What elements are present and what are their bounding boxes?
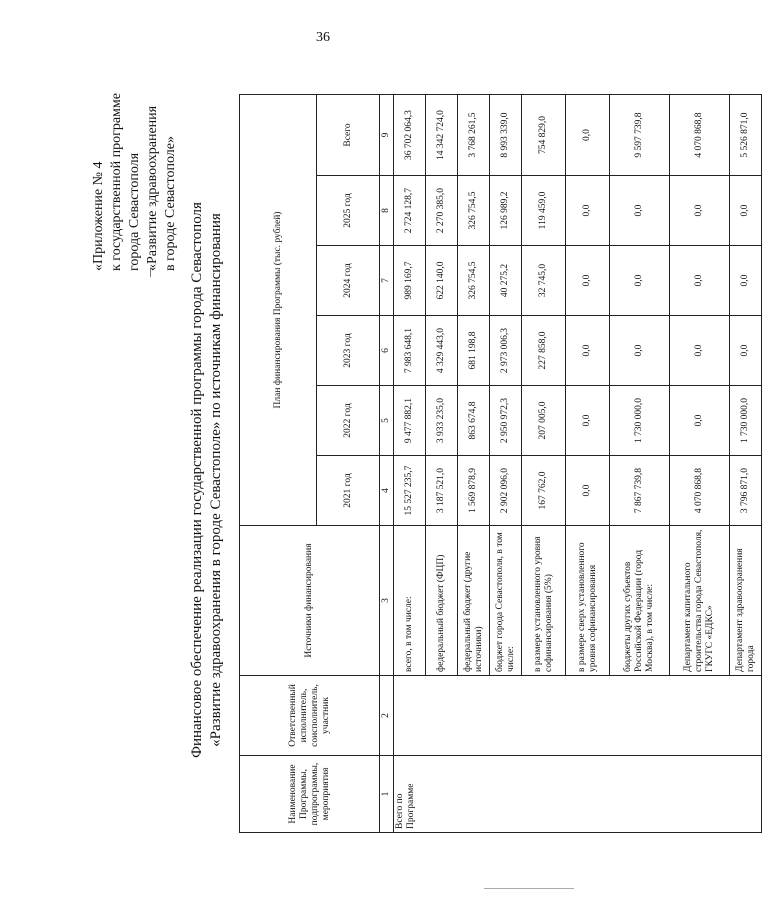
column-number: 6 — [380, 316, 394, 386]
appendix-line: к государственной программе — [109, 93, 124, 271]
value-cell: 9 477 882,1 — [394, 386, 426, 456]
value-cell: 1 730 000,0 — [730, 386, 762, 456]
value-cell: 207 005,0 — [522, 386, 566, 456]
total-cell: 754 829,0 — [522, 94, 566, 175]
value-cell: 0,0 — [566, 386, 610, 456]
column-number: 1 — [380, 756, 394, 833]
value-cell: 0,0 — [610, 176, 670, 246]
header-year: 2025 год — [317, 176, 380, 246]
value-cell: 227 858,0 — [522, 316, 566, 386]
column-number: 9 — [380, 94, 394, 175]
header-responsible: Ответственный исполнитель, соисполнитель, участник — [240, 676, 380, 756]
value-cell: 1 569 878,9 — [458, 456, 490, 526]
value-cell: 3 187 521,0 — [426, 456, 458, 526]
value-cell: 0,0 — [730, 246, 762, 316]
column-number: 4 — [380, 456, 394, 526]
title-line: «Развитие здравоохранения в городе Севастополе» по источникам финансирования — [208, 213, 224, 747]
value-cell: 0,0 — [610, 246, 670, 316]
value-cell: 2 902 096,0 — [490, 456, 522, 526]
source-cell: Департамент здравоохранения города — [730, 526, 762, 676]
source-cell: бюджет города Севастополя, в том числе: — [490, 526, 522, 676]
responsible-cell — [394, 676, 762, 756]
value-cell: 3 933 235,0 — [426, 386, 458, 456]
value-cell: 0,0 — [670, 176, 730, 246]
value-cell: 2 270 385,0 — [426, 176, 458, 246]
source-cell: в размере установленного уровня софинансирования (5%) — [522, 526, 566, 676]
header-year: 2022 год — [317, 386, 380, 456]
program-name: Всего по Программе — [394, 756, 762, 833]
header-name: Наименование Программы, подпрограммы, мероприятия — [240, 756, 380, 833]
rotated-content — [75, 75, 756, 865]
financing-table — [239, 94, 762, 833]
source-cell: бюджеты других субъектов Российской Федерации (город Москва), в том числе: — [610, 526, 670, 676]
total-cell: 36 702 064,3 — [394, 94, 426, 175]
value-cell: 0,0 — [670, 246, 730, 316]
value-cell: 0,0 — [670, 386, 730, 456]
header-source: Источники финансирования — [240, 526, 380, 676]
value-cell: 0,0 — [566, 246, 610, 316]
total-cell: 8 993 339,0 — [490, 94, 522, 175]
column-number: 7 — [380, 246, 394, 316]
value-cell: 119 459,0 — [522, 176, 566, 246]
appendix-line: города Севастополя — [127, 152, 142, 271]
header-year: 2023 год — [317, 316, 380, 386]
header-year: 2024 год — [317, 246, 380, 316]
total-cell: 14 342 724,0 — [426, 94, 458, 175]
source-cell: федеральный бюджет (ФЦП) — [426, 526, 458, 676]
value-cell: 2 950 972,3 — [490, 386, 522, 456]
value-cell: 622 140,0 — [426, 246, 458, 316]
value-cell: 2 973 006,3 — [490, 316, 522, 386]
total-cell: 3 768 261,5 — [458, 94, 490, 175]
value-cell: 1 730 000,0 — [610, 386, 670, 456]
title-line: Финансовое обеспечение реализации государственной программы города Севастополя — [189, 202, 205, 758]
value-cell: 0,0 — [730, 316, 762, 386]
appendix-caption — [90, 71, 180, 271]
value-cell: 863 674,8 — [458, 386, 490, 456]
value-cell: 0,0 — [566, 316, 610, 386]
value-cell: 0,0 — [566, 456, 610, 526]
value-cell: 40 275,2 — [490, 246, 522, 316]
header-year: 2021 год — [317, 456, 380, 526]
header-total: Всего — [317, 94, 380, 175]
source-cell: федеральный бюджет (другие источники) — [458, 526, 490, 676]
value-cell: 0,0 — [610, 316, 670, 386]
source-cell: всего, в том числе: — [394, 526, 426, 676]
column-number: 8 — [380, 176, 394, 246]
appendix-line: в городе Севастополе» — [163, 136, 178, 271]
total-cell: 5 526 871,0 — [730, 94, 762, 175]
value-cell: 989 169,7 — [394, 246, 426, 316]
value-cell: 2 724 128,7 — [394, 176, 426, 246]
value-cell: 167 762,0 — [522, 456, 566, 526]
source-cell: в размере сверх установленного уровня софинансирования — [566, 526, 610, 676]
appendix-line: «Развитие здравоохранения — [145, 105, 160, 271]
value-cell: 0,0 — [566, 176, 610, 246]
value-cell: 4 070 868,8 — [670, 456, 730, 526]
value-cell: 32 745,0 — [522, 246, 566, 316]
value-cell: 681 198,8 — [458, 316, 490, 386]
header-plan: План финансирования Программы (тыс. рублей) — [240, 94, 317, 525]
appendix-line: «Приложение № 4 — [91, 161, 106, 271]
column-number: 5 — [380, 386, 394, 456]
page-number: 36 — [316, 30, 330, 45]
column-number: 3 — [380, 526, 394, 676]
value-cell: 326 754,5 — [458, 246, 490, 316]
value-cell: 4 329 443,0 — [426, 316, 458, 386]
value-cell: 7 867 739,8 — [610, 456, 670, 526]
value-cell: 0,0 — [670, 316, 730, 386]
column-number: 2 — [380, 676, 394, 756]
value-cell: 7 983 648,1 — [394, 316, 426, 386]
value-cell: 0,0 — [730, 176, 762, 246]
table-row — [394, 94, 426, 832]
source-cell: Департамент капитального строительства города Севастополя, ГКУГС «ЕДКС» — [670, 526, 730, 676]
value-cell: 326 754,5 — [458, 176, 490, 246]
value-cell: 126 989,2 — [490, 176, 522, 246]
value-cell: 15 527 235,7 — [394, 456, 426, 526]
divider — [484, 888, 574, 889]
total-cell: 4 070 868,8 — [670, 94, 730, 175]
total-cell: 9 597 739,8 — [610, 94, 670, 175]
value-cell: 3 796 871,0 — [730, 456, 762, 526]
document-title — [188, 120, 226, 840]
total-cell: 0,0 — [566, 94, 610, 175]
